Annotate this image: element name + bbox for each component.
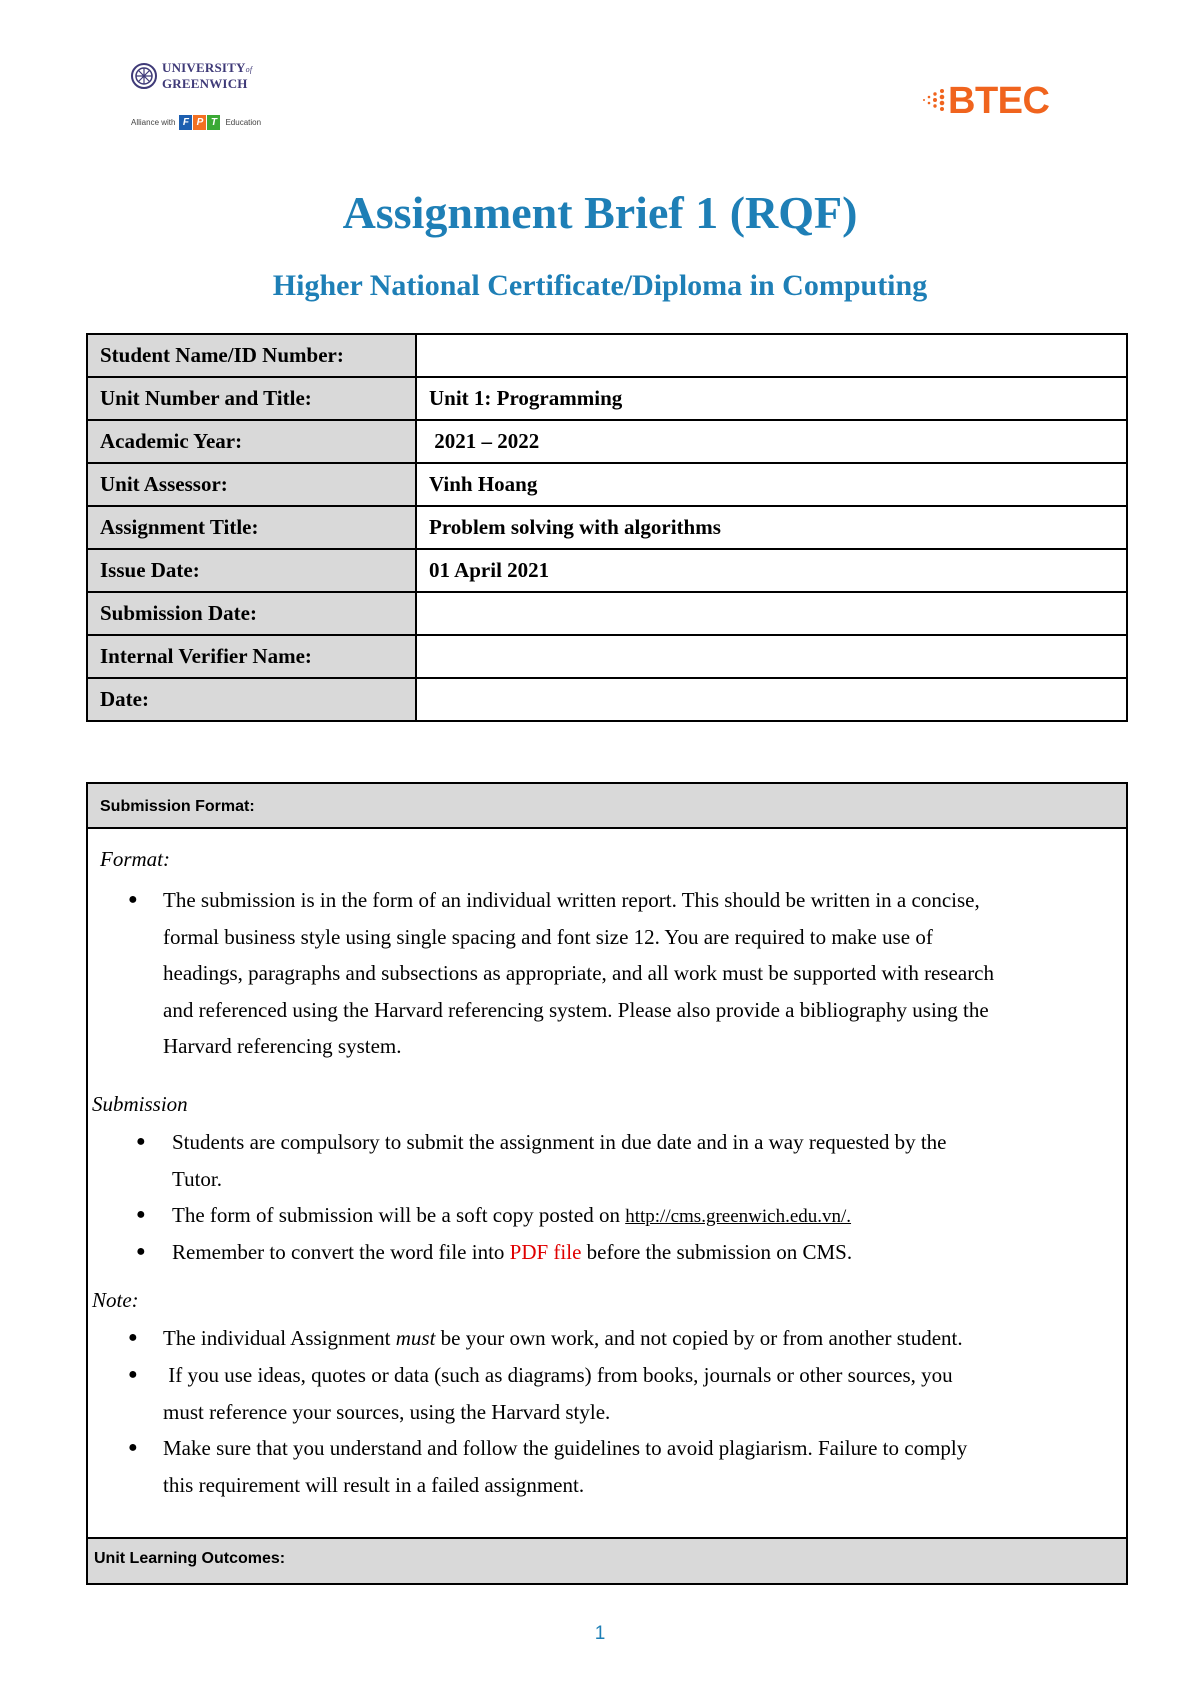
pdf-file-highlight: PDF file [509, 1240, 582, 1264]
unit-learning-outcomes-heading: Unit Learning Outcomes: [88, 1537, 1126, 1583]
table-row [87, 592, 1127, 635]
bullet-line: Tutor. [172, 1166, 223, 1191]
greenwich-wordmark [162, 61, 252, 91]
cms-link[interactable]: http://cms.greenwich.edu.vn/. [625, 1206, 852, 1227]
bullet-icon: ● [128, 1329, 138, 1346]
row-label: Date: [87, 678, 416, 721]
row-label: Unit Number and Title: [87, 377, 416, 420]
submission-label: Submission [92, 1092, 188, 1116]
btec-dots-icon [920, 86, 946, 116]
submission-format-heading: Submission Format: [88, 784, 1126, 829]
page-subtitle: Higher National Certificate/Diploma in Computing [272, 269, 928, 302]
row-value: Vinh Hoang [416, 463, 1127, 506]
table-row [87, 463, 1127, 506]
of-word: of [245, 65, 253, 74]
alliance-prefix: Alliance with [131, 117, 176, 127]
row-value [416, 334, 1127, 377]
row-label: Academic Year: [87, 420, 416, 463]
btec-wordmark: BTEC [948, 80, 1050, 122]
fpt-alliance-line [131, 114, 261, 130]
table-row [87, 678, 1127, 721]
table-row [87, 420, 1127, 463]
table-row [87, 506, 1127, 549]
table-row [87, 549, 1127, 592]
bullet-icon: ● [128, 891, 138, 908]
greenwich-crest-icon [131, 63, 157, 89]
format-line: formal business style using single spacing and font size 12. You are required to make use of [163, 924, 933, 949]
row-label: Student Name/ID Number: [87, 334, 416, 377]
fpt-logo-icon: F P T [179, 115, 221, 130]
btec-logo [920, 80, 1060, 122]
table-row [87, 334, 1127, 377]
page-number: 1 [594, 1623, 606, 1644]
bullet-line: Make sure that you understand and follow the guidelines to avoid plagiarism. Failure to comply [163, 1436, 968, 1460]
university-of-greenwich-logo [131, 58, 281, 128]
row-value [416, 592, 1127, 635]
format-line: and referenced using the Harvard referencing system. Please also provide a bibliography using the [163, 997, 989, 1022]
bullet-icon: ● [136, 1206, 146, 1223]
format-line: The submission is in the form of an individual written report. This should be written in a concise, [163, 888, 980, 912]
bullet-icon: ● [136, 1133, 146, 1150]
bullet-icon: ● [136, 1243, 146, 1260]
format-line: Harvard referencing system. [163, 1034, 402, 1058]
row-label: Issue Date: [87, 549, 416, 592]
submission-format-section: Submission Format: Format: ● The submission is in the form of an individual written report. This should be written in a concise, formal business style using single spacing and font size 12. You are required to make use of headings, paragraphs and subsections as appropriate, and all work must be supported with research and referenced using the Harvard referencing system. Please also provide a bibliography using the Harvard referencing system. Submission ● Students are compulsory to submit the assignment in due date and in a way requested by the Tutor. ● The form of submission will be a soft copy posted on http://cms.greenwich.edu.vn/. ● Remember to convert the word file into PDF file before the submission on CMS. Note: ● The individual Assignment must be your own work, and not copied by or from another student. ● If you use ideas, quotes or data (such as diagrams) from books, journals or other sources, you must reference your sources, using the Harvard style. ● Make sure that you understand and follow the guidelines to avoid plagiarism. Failure to comply this requirement will result in a failed assignment. Unit Learning Outcomes: [86, 782, 1128, 1585]
table-row [87, 377, 1127, 420]
bullet-line: The form of submission will be a soft copy posted on [172, 1203, 626, 1227]
bullet-line: Students are compulsory to submit the assignment in due date and in a way requested by the [172, 1130, 947, 1154]
row-value: Unit 1: Programming [416, 377, 1127, 420]
row-value: 01 April 2021 [416, 549, 1127, 592]
bullet-icon: ● [128, 1366, 138, 1383]
greenwich-word: GREENWICH [162, 76, 248, 91]
format-label: Format: [100, 847, 170, 871]
row-label: Submission Date: [87, 592, 416, 635]
university-word: UNIVERSITY [162, 60, 246, 75]
page-title: Assignment Brief 1 (RQF) [342, 187, 858, 238]
row-value: 2021 – 2022 [416, 420, 1127, 463]
row-value: Problem solving with algorithms [416, 506, 1127, 549]
table-row [87, 635, 1127, 678]
alliance-suffix: Education [225, 117, 262, 127]
bullet-line: If you use ideas, quotes or data (such as diagrams) from books, journals or other sources, you [163, 1363, 953, 1387]
assignment-info-table [86, 333, 1128, 722]
row-value [416, 635, 1127, 678]
format-line: headings, paragraphs and subsections as appropriate, and all work must be supported with research [163, 961, 995, 985]
row-value [416, 678, 1127, 721]
bullet-icon: ● [128, 1439, 138, 1456]
note-label: Note: [92, 1288, 139, 1312]
bullet-line: this requirement will result in a failed assignment. [163, 1472, 585, 1497]
row-label: Assignment Title: [87, 506, 416, 549]
row-label: Unit Assessor: [87, 463, 416, 506]
row-label: Internal Verifier Name: [87, 635, 416, 678]
bullet-line: must reference your sources, using the Harvard style. [163, 1399, 611, 1424]
